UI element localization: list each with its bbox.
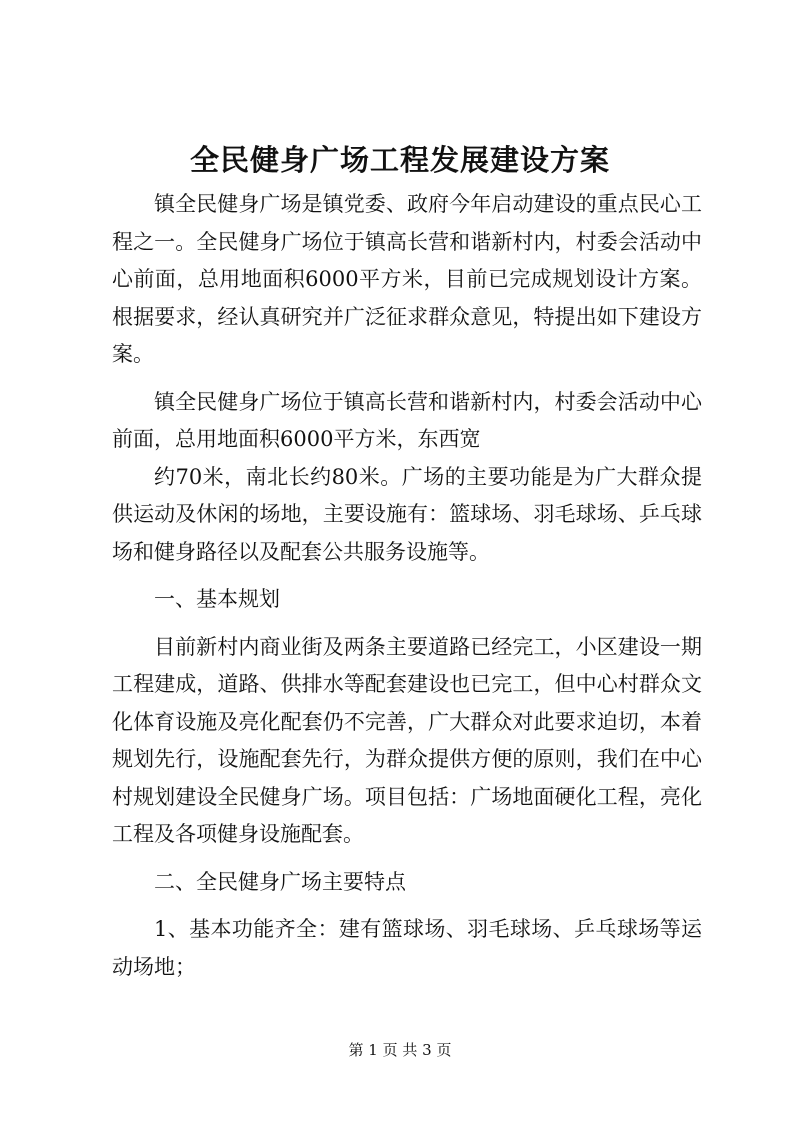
document-body [112,186,702,996]
document-title: 全民健身广场工程发展建设方案 [189,143,610,177]
paragraph-location: 镇全民健身广场位于镇高长营和谐新村内，村委会活动中心前面，总用地面积6000平方米，东西宽 [112,389,702,451]
paragraph-feature-1: 1、基本功能齐全：建有篮球场、羽毛球场、乒乓球场等运动场地； [112,917,702,979]
paragraph-functions: 约70米，南北长约80米。广场的主要功能是为广大群众提供运动及休闲的场地，主要设施有：篮球场、羽毛球场、乒乓球场和健身路径以及配套公共服务设施等。 [112,464,702,564]
section-heading-features: 二、全民健身广场主要特点 [154,869,406,894]
page-footer: 第 1 页 共 3 页 [348,1041,452,1059]
section-heading-basic-plan: 一、基本规划 [154,587,280,611]
paragraph-basic-plan: 目前新村内商业街及两条主要道路已经完工，小区建设一期工程建成，道路、供排水等配套建设也已完工，但中心村群众文化体育设施及亮化配套仍不完善，广大群众对此要求迫切，本着规划先行，设施配套先行，为群众提供方便的原则，我们在中心村规划建设全民健身广场。项目包括：广场地面硬化工程，亮化工程及各项健身设施配套。 [112,634,702,846]
paragraph-intro: 镇全民健身广场是镇党委、政府今年启动建设的重点民心工程之一。全民健身广场位于镇高长营和谐新村内，村委会活动中心前面，总用地面积6000平方米，目前已完成规划设计方案。根据要求，经认真研究并广泛征求群众意见，特提出如下建设方案。 [112,192,702,366]
